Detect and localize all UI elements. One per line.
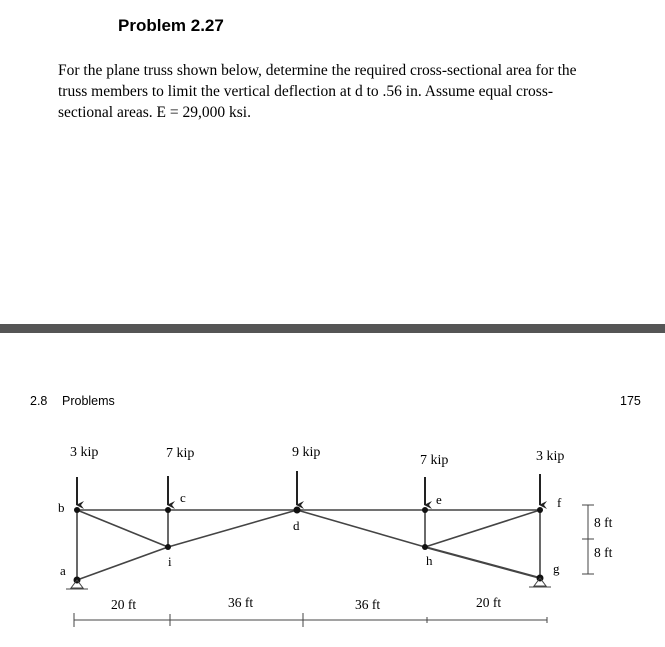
member-hg bbox=[425, 547, 540, 578]
truss-members bbox=[77, 510, 540, 580]
section-number: 2.8 bbox=[30, 394, 48, 408]
node-label: d bbox=[293, 518, 300, 533]
dimension-label: 20 ft bbox=[111, 597, 137, 612]
dimension-lines bbox=[74, 505, 594, 627]
section-title: Problems bbox=[62, 394, 115, 408]
node-label: g bbox=[553, 561, 560, 576]
load-labels bbox=[70, 445, 564, 468]
dimension-label: 36 ft bbox=[355, 597, 381, 612]
member-ai bbox=[77, 547, 168, 580]
load-label: 3 kip bbox=[536, 449, 565, 464]
node-label: c bbox=[180, 490, 186, 505]
member-bi bbox=[77, 510, 168, 547]
node-label: e bbox=[436, 492, 442, 507]
load-label: 7 kip bbox=[166, 446, 195, 461]
load-label: 3 kip bbox=[70, 445, 99, 460]
dimension-label: 8 ft bbox=[594, 545, 613, 560]
statement-line: sectional areas. E = 29,000 ksi. bbox=[58, 104, 251, 121]
pin-supports bbox=[66, 578, 551, 589]
member-id bbox=[168, 510, 297, 547]
statement-line: truss members to limit the vertical deflection at d to .56 in. Assume equal cross- bbox=[58, 83, 554, 100]
statement-line: For the plane truss shown below, determine the required cross-sectional area for the bbox=[58, 62, 577, 79]
node-label: a bbox=[60, 563, 66, 578]
node-label: i bbox=[168, 554, 172, 569]
load-label: 9 kip bbox=[292, 445, 321, 460]
node-label: b bbox=[58, 500, 65, 515]
page-number: 175 bbox=[620, 394, 641, 408]
member-dh bbox=[297, 510, 425, 547]
node-label: f bbox=[557, 495, 562, 510]
dimension-label: 36 ft bbox=[228, 595, 254, 610]
dimension-label: 20 ft bbox=[476, 595, 502, 610]
node-labels bbox=[58, 490, 562, 578]
node-label: h bbox=[426, 553, 433, 568]
load-arrows bbox=[77, 471, 540, 505]
joints bbox=[74, 507, 544, 584]
dimension-label: 8 ft bbox=[594, 515, 613, 530]
problem-title: Problem 2.27 bbox=[118, 16, 224, 35]
load-label: 7 kip bbox=[420, 453, 449, 468]
member-hf bbox=[425, 510, 540, 547]
